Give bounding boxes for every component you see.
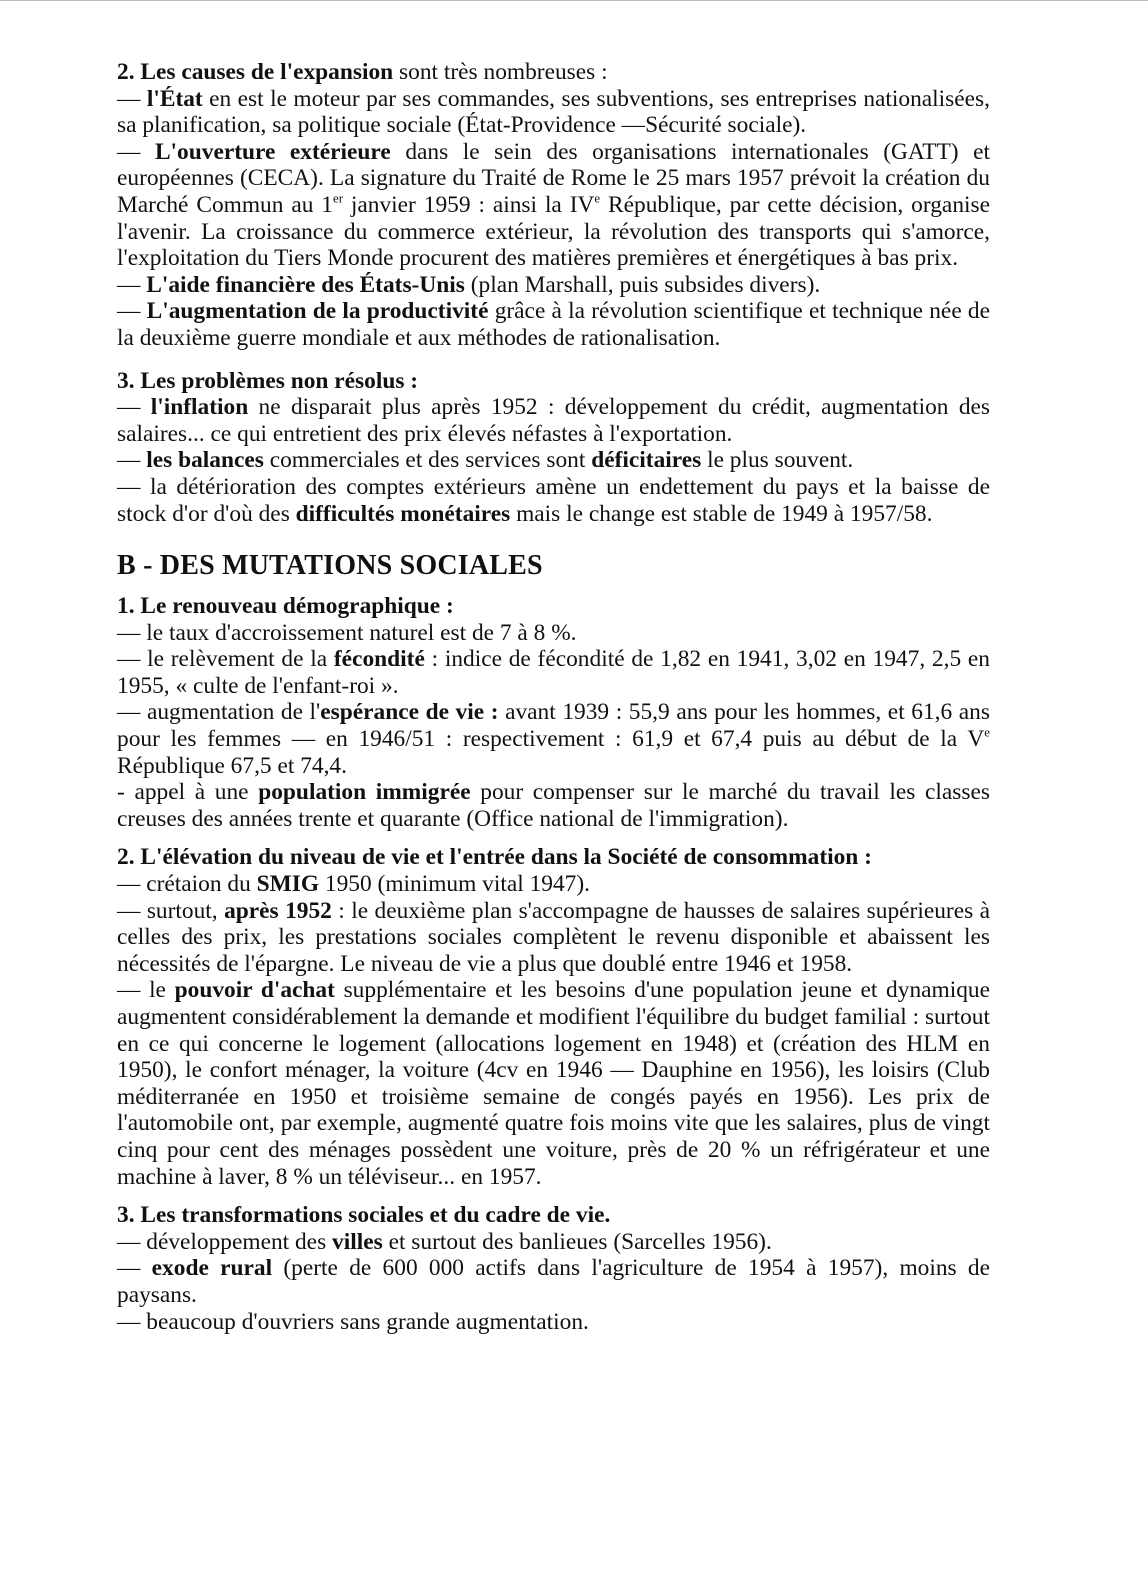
list-item: — surtout, après 1952 : le deuxième plan s'accompagne de hausses de salaires supérieures à celles des prix, les prestations sociales complètent le revenu disponible et abaissent les nécessités de l'épargne. Le niveau de vie a plus que doublé entre 1946 et 1958. xyxy=(117,897,990,977)
subsection-heading: 2. Les causes de l'expansion sont très nombreuses : xyxy=(117,59,608,85)
subsection-heading: 2. L'élévation du niveau de vie et l'entrée dans la Société de consommation : xyxy=(117,844,872,871)
list-item: — les balances commerciales et des services sont déficitaires le plus souvent. xyxy=(117,447,854,474)
subsection-heading: 3. Les problèmes non résolus : xyxy=(117,367,419,394)
list-item: — l'État en est le moteur par ses commandes, ses subventions, ses entreprises nationalisées, sa planification, sa politique sociale (État-Providence —Sécurité sociale). xyxy=(117,85,990,139)
section-transformations-sociales xyxy=(117,1202,990,1335)
document-page xyxy=(117,59,990,1335)
heading-text: Le renouveau démographique : xyxy=(140,593,454,620)
list-item: — beaucoup d'ouvriers sans grande augmentation. xyxy=(117,1308,589,1335)
list-item: — développement des villes et surtout des banlieues (Sarcelles 1956). xyxy=(117,1228,772,1255)
section-causes-expansion xyxy=(117,59,990,352)
list-item: — la détérioration des comptes extérieurs amène un endettement du pays et la baisse de stock d'or d'où des difficultés monétaires mais le change est stable de 1949 à 1957/58. xyxy=(117,473,990,527)
list-item: — L'augmentation de la productivité grâce à la révolution scientifique et technique née de la deuxième guerre mondiale et aux méthodes de rationalisation. xyxy=(117,298,991,351)
list-item: — le taux d'accroissement naturel est de 7 à 8 %. xyxy=(117,619,577,646)
heading-text: Les causes de l'expansion xyxy=(140,59,394,85)
list-item: — L'ouverture extérieure dans le sein des organisations internationales (GATT) et européennes (CECA). La signature du Traité de Rome le 25 mars 1957 prévoit la création du Marché Commun au 1er janvier 1959 : ainsi la IVe République, par cette décision, organise l'avenir. La croissance du commerce extérieur, la révolution des transports qui s'amorce, l'exploitation du Tiers Monde procurent des matières premières et énergétiques à bas prix. xyxy=(117,138,990,272)
list-item: — l'inflation ne disparait plus après 1952 : développement du crédit, augmentation des salaires... ce qui entretient des prix élevés néfastes à l'exportation. xyxy=(117,394,990,447)
heading-text: Les problèmes non résolus : xyxy=(140,367,419,394)
section-niveau-de-vie xyxy=(117,844,990,1190)
list-item: — exode rural (perte de 600 000 actifs dans l'agriculture de 1954 à 1957), moins de paysans. xyxy=(117,1255,990,1308)
list-item: — crétaion du SMIG 1950 (minimum vital 1947). xyxy=(117,871,590,898)
list-item: — L'aide financière des États-Unis (plan Marshall, puis subsides divers). xyxy=(117,271,821,298)
heading-text: Les transformations sociales et du cadre de vie. xyxy=(140,1202,611,1229)
section-problemes-non-resolus xyxy=(117,368,990,528)
list-item: - appel à une population immigrée pour compenser sur le marché du travail les classes creuses des années trente et quarante (Office national de l'immigration). xyxy=(117,779,991,832)
list-item: — le pouvoir d'achat supplémentaire et les besoins d'une population jeune et dynamique augmentent considérablement la demande et modifient l'équilibre du budget familial : surtout en ce qui concerne le logement (allocations logement en 1948) et (création des HLM en 1950), le confort ménager, la voiture (4cv en 1946 — Dauphine en 1956), les loisirs (Club méditerranée en 1950 et troisième semaine de congés payés en 1956). Les prix de l'automobile ont, par exemple, augmenté quatre fois moins vite que les salaires, plus de vingt cinq pour cent des ménages possèdent une voiture, près de 20 % un réfrigérateur et une machine à laver, 8 % un téléviseur... en 1957. xyxy=(117,977,990,1190)
section-title: B - DES MUTATIONS SOCIALES xyxy=(117,550,543,582)
heading-text: L'élévation du niveau de vie et l'entrée dans la Société de consommation : xyxy=(140,844,872,871)
page-top-border xyxy=(0,0,1148,1)
list-item: — le relèvement de la fécondité : indice de fécondité de 1,82 en 1941, 3,02 en 1947, 2,5 en 1955, « culte de l'enfant-roi ». xyxy=(117,646,990,699)
subsection-heading: 3. Les transformations sociales et du cadre de vie. xyxy=(117,1202,611,1229)
list-item: — augmentation de l'espérance de vie : avant 1939 : 55,9 ans pour les hommes, et 61,6 ans pour les femmes — en 1946/51 : respectivement : 61,9 et 67,4 puis au début de la Ve République 67,5 et 74,4. xyxy=(117,699,990,779)
section-renouveau-demographique xyxy=(117,593,990,832)
subsection-heading: 1. Le renouveau démographique : xyxy=(117,593,454,620)
